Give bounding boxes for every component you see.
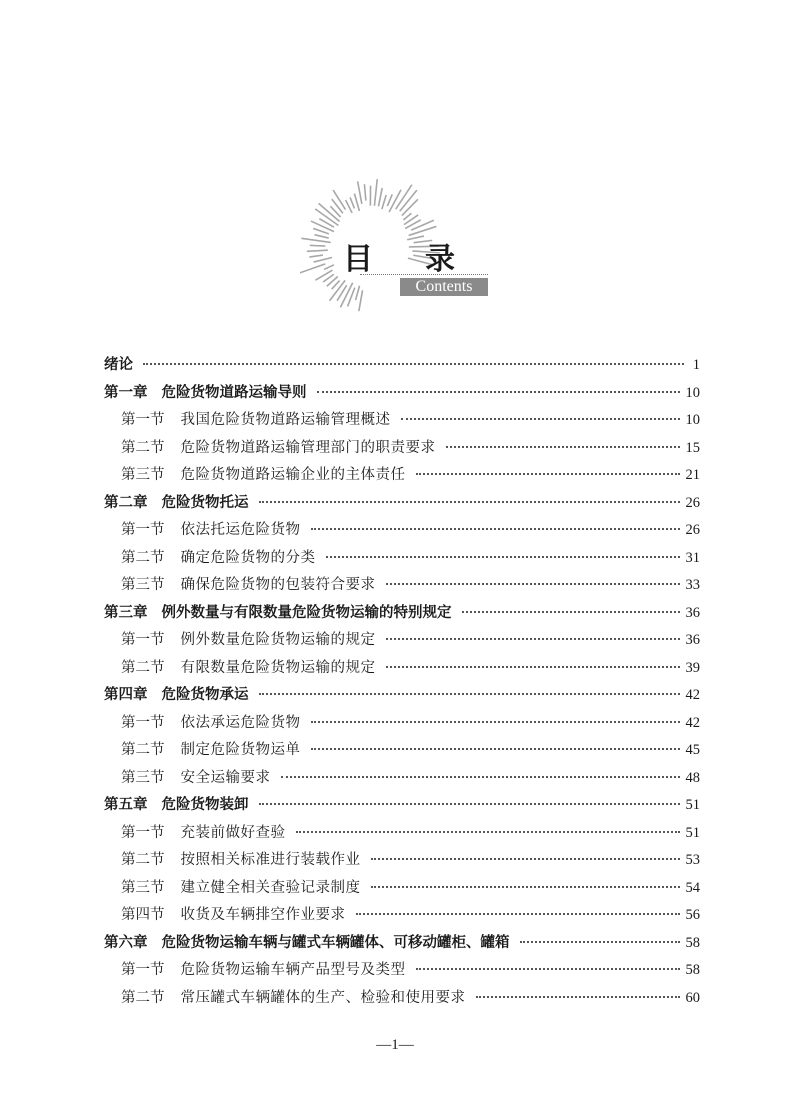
toc-entry-number: 第二章	[104, 494, 148, 511]
toc-entry-number: 第二节	[121, 852, 165, 868]
title-char-2: 录	[425, 242, 455, 277]
toc-entry-title: 确保危险货物的包装符合要求	[180, 577, 376, 593]
burst-ray	[332, 199, 343, 213]
burst-ray	[315, 270, 332, 280]
burst-ray	[311, 221, 334, 232]
toc-section-row[interactable]	[104, 710, 700, 738]
toc-entry-title: 危险货物托运	[161, 494, 249, 511]
toc-section-row[interactable]	[104, 545, 700, 573]
burst-ray	[300, 264, 325, 274]
toc-entry-title: 危险货物运输车辆产品型号及类型	[180, 962, 406, 978]
toc-entry-title: 危险货物道路运输管理部门的职责要求	[180, 439, 436, 456]
dot-leader	[259, 803, 680, 805]
toc-entry-number: 第二节	[121, 439, 165, 456]
toc-entry-title: 危险货物运输车辆与罐式车辆罐体、可移动罐柜、罐箱	[161, 934, 510, 951]
dot-leader	[296, 831, 680, 833]
toc-entry-number: 第四章	[104, 687, 148, 703]
toc-page-number: 39	[685, 659, 700, 676]
toc-chapter-row[interactable]	[104, 380, 700, 408]
burst-ray	[382, 195, 386, 209]
toc-page-number: 33	[685, 577, 700, 593]
toc-entry-title: 依法承运危险货物	[180, 714, 301, 731]
toc-entry-number: 第三节	[121, 879, 165, 896]
toc-page-number: 36	[685, 632, 700, 648]
dot-leader	[311, 721, 680, 723]
toc-entry-title: 危险货物承运	[161, 687, 249, 703]
burst-ray	[301, 238, 330, 242]
toc-page-number: 54	[685, 879, 700, 896]
toc-entry-number: 第三节	[121, 577, 165, 593]
toc-page-number: 26	[685, 494, 700, 511]
toc-page-number: 56	[685, 907, 700, 923]
burst-ray	[354, 193, 359, 211]
toc-header	[300, 178, 500, 318]
toc-section-row[interactable]	[104, 902, 700, 930]
toc-entry-number: 第一节	[121, 632, 165, 648]
dot-leader	[326, 556, 680, 558]
title-char-1: 目	[343, 242, 373, 277]
title-dotted-rule	[360, 274, 488, 275]
toc-entry-title: 例外数量与有限数量危险货物运输的特别规定	[161, 604, 452, 621]
toc-entry-title: 绪论	[104, 357, 133, 373]
toc-entry-title: 充装前做好查验	[180, 824, 286, 841]
burst-ray	[378, 188, 382, 206]
burst-ray	[307, 250, 328, 251]
toc-section-row[interactable]	[104, 517, 700, 545]
toc-entry-number: 第一节	[121, 714, 165, 731]
dot-leader	[371, 858, 680, 860]
toc-page-number: 51	[685, 797, 700, 813]
toc-page-number: 51	[685, 824, 700, 841]
toc-page-number: 10	[685, 412, 700, 428]
burst-ray	[359, 290, 363, 311]
page-number: —1—	[376, 1037, 414, 1053]
burst-ray	[314, 257, 332, 262]
toc-page-number: 21	[685, 467, 700, 483]
toc-entry-number: 第五章	[104, 797, 148, 813]
toc-section-row[interactable]	[104, 407, 700, 435]
toc-chapter-row[interactable]	[104, 600, 700, 628]
dot-leader	[371, 886, 680, 888]
burst-ray	[314, 235, 328, 238]
dot-leader	[281, 776, 680, 778]
dot-leader	[416, 968, 680, 970]
dot-leader	[446, 446, 680, 448]
toc-page-number: 42	[685, 687, 700, 703]
toc-chapter-row[interactable]	[104, 682, 700, 710]
toc-entry-title: 收货及车辆排空作业要求	[180, 907, 346, 923]
toc-entry-number: 第一章	[104, 384, 148, 401]
toc-page-number: 53	[685, 852, 700, 868]
toc-entry-number: 第三节	[121, 769, 165, 786]
dot-leader	[462, 611, 680, 613]
toc-entry-title: 危险货物道路运输企业的主体责任	[180, 467, 406, 483]
dot-leader	[317, 391, 680, 393]
toc-entry-number: 第四节	[121, 907, 165, 923]
toc-entry-number: 第一节	[121, 522, 165, 538]
burst-ray	[310, 245, 326, 246]
toc-chapter-row[interactable]	[104, 490, 700, 518]
table-of-contents	[104, 352, 700, 1012]
toc-page-number: 42	[685, 714, 700, 731]
toc-entry-title: 有限数量危险货物运输的规定	[180, 659, 376, 676]
toc-entry-number: 第三章	[104, 604, 148, 621]
toc-page-number: 15	[685, 439, 700, 456]
toc-entry-number: 第一节	[121, 824, 165, 841]
toc-page-number: 48	[685, 769, 700, 786]
toc-section-row[interactable]	[104, 572, 700, 600]
toc-entry-number: 第二节	[121, 989, 165, 1006]
toc-page-number: 1	[692, 357, 700, 373]
toc-chapter-row[interactable]	[104, 352, 700, 380]
toc-entry-title: 安全运输要求	[180, 769, 271, 786]
toc-entry-number: 第一节	[121, 962, 165, 978]
toc-section-row[interactable]	[104, 875, 700, 903]
toc-page-number: 58	[685, 934, 700, 951]
toc-entry-title: 例外数量危险货物运输的规定	[180, 632, 376, 648]
dot-leader	[259, 693, 680, 695]
dot-leader	[401, 418, 680, 420]
toc-entry-title: 依法托运危险货物	[180, 522, 301, 538]
toc-entry-title: 危险货物道路运输导则	[161, 384, 307, 401]
toc-section-row[interactable]	[104, 737, 700, 765]
burst-ray	[350, 197, 354, 208]
toc-section-row[interactable]	[104, 765, 700, 793]
toc-entry-title: 确定危险货物的分类	[180, 549, 316, 566]
burst-ray	[387, 194, 392, 206]
toc-entry-number: 第三节	[121, 467, 165, 483]
toc-section-row[interactable]	[104, 985, 700, 1013]
dot-leader	[311, 528, 680, 530]
toc-entry-number: 第二节	[121, 549, 165, 566]
toc-chapter-row[interactable]	[104, 792, 700, 820]
dot-leader	[416, 473, 680, 475]
burst-ray	[374, 179, 377, 206]
toc-entry-title: 按照相关标准进行装载作业	[180, 852, 361, 868]
toc-page-number: 26	[685, 522, 700, 538]
burst-ray	[402, 199, 418, 215]
toc-section-row[interactable]	[104, 462, 700, 490]
dot-leader	[520, 941, 680, 943]
toc-entry-number: 第二节	[121, 659, 165, 676]
dot-leader	[386, 638, 680, 640]
burst-ray	[403, 213, 411, 220]
burst-ray	[309, 255, 323, 257]
toc-entry-number: 第二节	[121, 742, 165, 758]
toc-entry-title: 我国危险货物道路运输管理概述	[180, 412, 391, 428]
toc-entry-title: 制定危险货物运单	[180, 742, 301, 758]
dot-leader	[143, 363, 684, 365]
burst-ray	[358, 181, 362, 204]
toc-section-row[interactable]	[104, 655, 700, 683]
dot-leader	[259, 501, 680, 503]
toc-page-number: 58	[685, 962, 700, 978]
toc-page-number: 10	[685, 384, 700, 401]
toc-page-number: 31	[685, 549, 700, 566]
burst-ray	[333, 190, 345, 209]
burst-ray	[364, 184, 365, 200]
toc-page-number: 60	[685, 989, 700, 1006]
contents-subtitle: Contents	[400, 278, 488, 296]
toc-section-row[interactable]	[104, 820, 700, 848]
burst-ray	[313, 228, 329, 233]
dot-leader	[386, 666, 680, 668]
toc-section-row[interactable]	[104, 435, 700, 463]
toc-chapter-row[interactable]	[104, 930, 700, 958]
burst-ray	[324, 265, 334, 270]
toc-entry-number: 第一节	[121, 412, 165, 428]
toc-entry-number: 第六章	[104, 934, 148, 951]
dot-leader	[476, 996, 680, 998]
toc-page-number: 36	[685, 604, 700, 621]
toc-entry-title: 危险货物装卸	[161, 797, 249, 813]
toc-page-number: 45	[685, 742, 700, 758]
dot-leader	[386, 583, 680, 585]
toc-entry-title: 常压罐式车辆罐体的生产、检验和使用要求	[180, 989, 466, 1006]
toc-entry-title: 建立健全相关查验记录制度	[180, 879, 361, 896]
toc-section-row[interactable]	[104, 957, 700, 985]
dot-leader	[311, 748, 680, 750]
dot-leader	[356, 913, 680, 915]
toc-section-row[interactable]	[104, 847, 700, 875]
page-title	[343, 234, 455, 278]
toc-section-row[interactable]	[104, 627, 700, 655]
burst-ray	[356, 286, 360, 300]
